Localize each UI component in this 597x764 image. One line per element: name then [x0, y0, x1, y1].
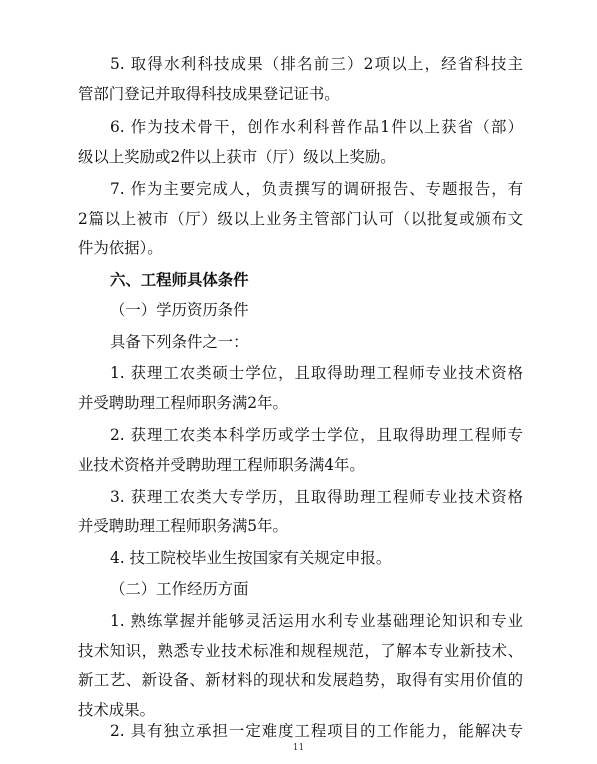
- subsection-heading: （一）学历资历条件: [110, 301, 249, 319]
- paragraph-line: 件为依据）。: [78, 239, 163, 257]
- paragraph-line: 5. 取得水利科技成果（排名前三）2项以上，经省科技主: [110, 55, 523, 73]
- section-heading: 六、工程师具体条件: [110, 271, 249, 289]
- paragraph-line: 1. 熟练掌握并能够灵活运用水利专业基础理论知识和专业: [110, 612, 523, 630]
- paragraph-line: 级以上奖励或2件以上获市（厅）级以上奖励。: [78, 148, 396, 166]
- paragraph-line: 技术成果。: [78, 701, 155, 719]
- paragraph-line: 管部门登记并取得科技成果登记证书。: [78, 85, 340, 103]
- paragraph-line: 具备下列条件之一：: [110, 333, 249, 351]
- paragraph-line: 2篇以上被市（厅）级以上业务主管部门认可（以批复或颁布文: [78, 210, 523, 228]
- paragraph-line: 并受聘助理工程师职务满5年。: [78, 517, 288, 535]
- paragraph-line: 1. 获理工农类硕士学位，且取得助理工程师专业技术资格: [110, 364, 523, 382]
- paragraph-line: 2. 具有独立承担一定难度工程项目的工作能力，能解决专: [110, 722, 523, 740]
- paragraph-line: 新工艺、新设备、新材料的现状和发展趋势，取得有实用价值的: [78, 671, 523, 689]
- paragraph-line: 技术知识，熟悉专业技术标准和规程规范，了解本专业新技术、: [78, 642, 523, 660]
- paragraph-line: 2. 获理工农类本科学历或学士学位，且取得助理工程师专: [110, 426, 523, 444]
- paragraph-line: 6. 作为技术骨干，创作水利科普作品1件以上获省（部）: [110, 118, 523, 136]
- page-number: 11: [292, 743, 305, 753]
- paragraph-line: 7. 作为主要完成人，负责撰写的调研报告、专题报告，有: [110, 180, 523, 198]
- paragraph-line: 3. 获理工农类大专学历，且取得助理工程师专业技术资格: [110, 488, 523, 506]
- paragraph-line: 并受聘助理工程师职务满2年。: [78, 394, 288, 412]
- subsection-heading: （二）工作经历方面: [110, 580, 249, 598]
- paragraph-line: 4. 技工院校毕业生按国家有关规定申报。: [110, 549, 392, 567]
- paragraph-line: 业技术资格并受聘助理工程师职务满4年。: [78, 456, 365, 474]
